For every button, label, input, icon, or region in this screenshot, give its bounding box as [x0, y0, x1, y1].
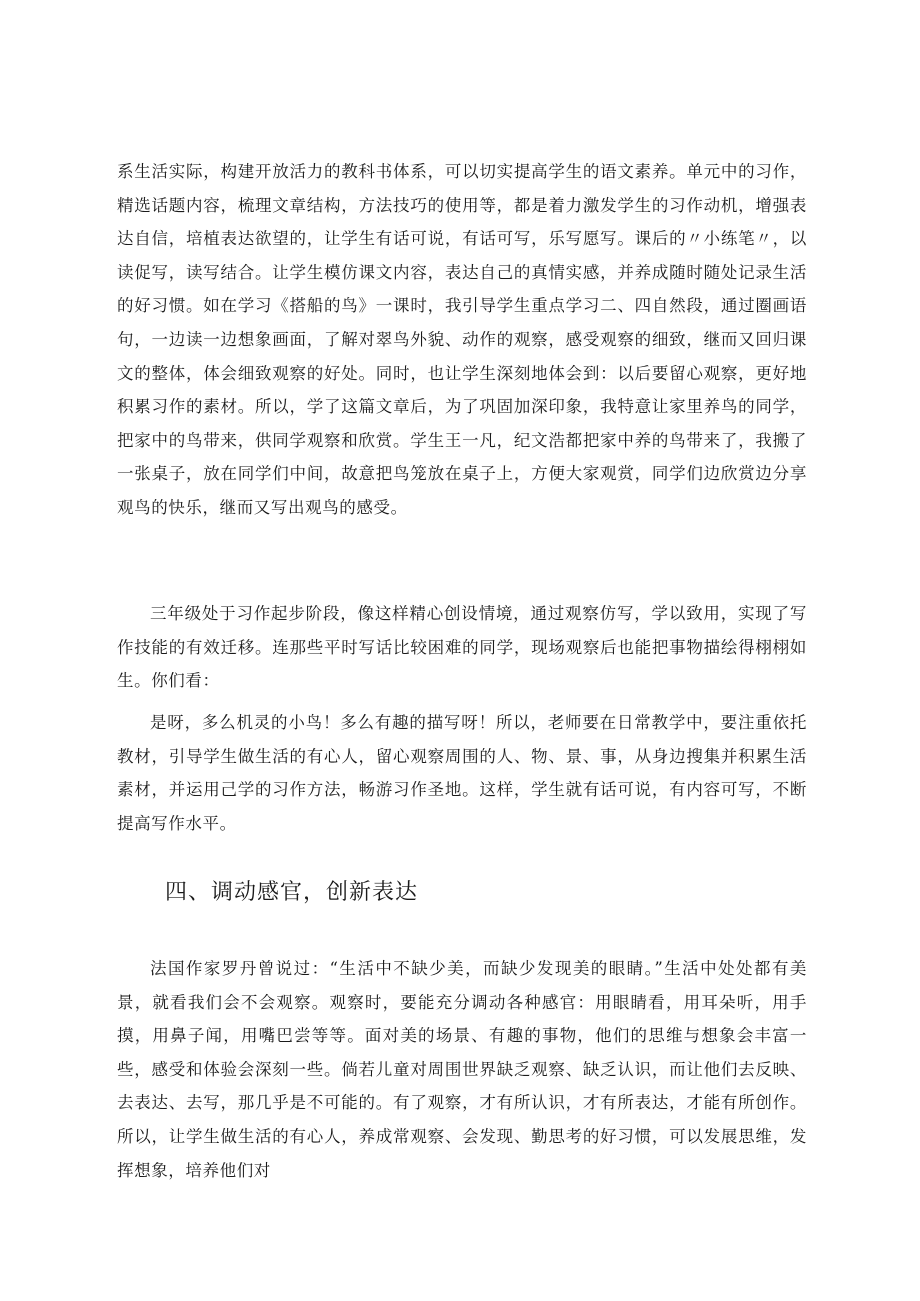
paragraph-third-grade: 三年级处于习作起步阶段，像这样精心创设情境，通过观察仿写，学以致用，实现了写作技能的有效迁移。连那些平时写话比较困难的同学，现场观察后也能把事物描绘得栩栩如生。你们看：: [117, 604, 807, 691]
section-heading: 四、调动感官，创新表达: [165, 880, 419, 905]
paragraph-rodin-quote: 法国作家罗丹曾说过：“生活中不缺少美，而缺少发现美的眼睛。”生活中处处都有美景，就看我们会不会观察。观察时，要能充分调动各种感官：用眼睛看，用耳朵听，用手摸，用鼻子闻，用嘴巴尝等等。面对美的场景、有趣的事物，他们的思维与想象会丰富一些，感受和体验会深刻一些。倘若儿童对周围世界缺乏观察、缺乏认识，而让他们去反映、去表达、去写，那几乎是不可能的。有了观察，才有所认识，才有所表达，才能有所创作。所以，让学生做生活的有心人，养成常观察、会发现、勤思考的好习惯，可以发展思维，发挥想象，培养他们对: [117, 959, 807, 1180]
paragraph-bird-description: 是呀，多么机灵的小鸟！多么有趣的描写呀！所以，老师要在日常教学中，要注重依托教材，引导学生做生活的有心人，留心观察周围的人、物、景、事，从身边搜集并积累生活素材，并运用己学的习作方法，畅游习作圣地。这样，学生就有话可说，有内容可写，不断提高写作水平。: [117, 713, 807, 833]
paragraph-continued: 系生活实际，构建开放活力的教科书体系，可以切实提高学生的语文素养。单元中的习作，精选话题内容，梳理文章结构，方法技巧的使用等，都是着力激发学生的习作动机，增强表达自信，培植表达欲望的，让学生有话可说，有话可写，乐写愿写。课后的〃小练笔〃，以读促写，读写结合。让学生模仿课文内容，表达自己的真情实感，并养成随时随处记录生活的好习惯。如在学习《搭船的鸟》一课时，我引导学生重点学习二、四自然段，通过圈画语句，一边读一边想象画面，了解对翠鸟外貌、动作的观察，感受观察的细致，继而又回归课文的整体，体会细致观察的好处。同时，也让学生深刻地体会到：以后要留心观察，更好地积累习作的素材。所以，学了这篇文章后，为了巩固加深印象，我特意让家里养鸟的同学，把家中的鸟带来，供同学观察和欣赏。学生王一凡，纪文浩都把家中养的鸟带来了，我搬了一张桌子，放在同学们中间，故意把鸟笼放在桌子上，方便大家观赏，同学们边欣赏边分享观鸟的快乐，继而又写出观鸟的感受。: [117, 162, 807, 517]
